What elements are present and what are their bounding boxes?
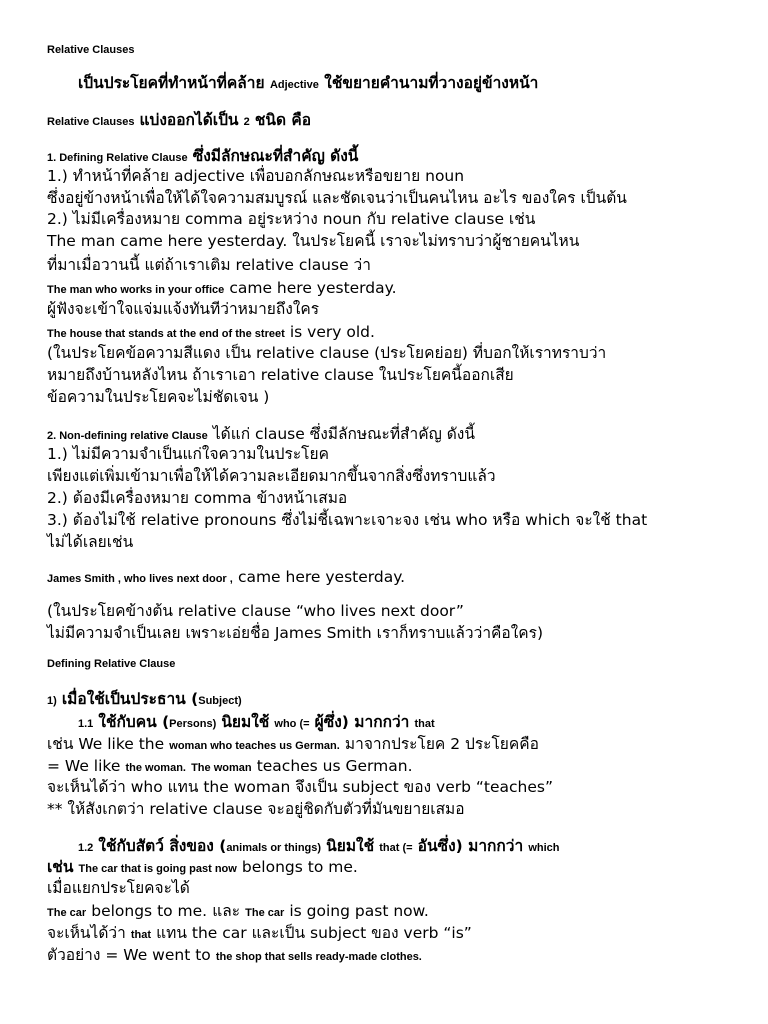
text-line: ข้อความในประโยคจะไม่ชัดเจน ) (47, 388, 270, 406)
example-sentence: = We like the woman. The woman teaches us German. (47, 757, 413, 775)
example-sentence: ตัวอย่าง = We went to the shop that sells ready-made clothes. (47, 946, 422, 964)
text-line: เพียงแต่เพิ่มเข้ามาเพื่อให้ได้ความละเอียดมากขึ้นจากสิ่งซึ่งทราบแล้ว (47, 467, 496, 485)
text-line: ที่มาเมื่อวานนี้ แต่ถ้าเราเติม relative clause ว่า (47, 256, 371, 274)
doc-title: Relative Clauses (47, 44, 135, 56)
text-line: ไม่ได้เลยเช่น (47, 533, 134, 551)
example-sentence: James Smith , who lives next door , came here yesterday. (47, 568, 406, 586)
text-line: 1.) ไม่มีความจำเป็นแก่ใจความในประโยค (47, 445, 329, 463)
text-line: 2.) ไม่มีเครื่องหมาย comma อยู่ระหว่าง noun กับ relative clause เช่น (47, 210, 536, 228)
intro-definition: เป็นประโยคที่ทำหน้าที่คล้าย Adjective ใช้ขยายคำนามที่วางอยู่ข้างหน้า (78, 74, 539, 92)
text-line: จะเห็นได้ว่า that แทน the car และเป็น subject ของ verb “is” (47, 924, 472, 942)
text-line: หมายถึงบ้านหลังไหน ถ้าเราเอา relative clause ในประโยคนี้ออกเสีย (47, 366, 514, 384)
text-line: The man came here yesterday. ในประโยคนี้ เราจะไม่ทราบว่าผู้ชายคนไหน (47, 232, 580, 250)
text-line: (ในประโยคข้อความสีแดง เป็น relative clause (ประโยคย่อย) ที่บอกให้เราทราบว่า (47, 344, 607, 362)
types-heading: Relative Clauses แบ่งออกได้เป็น 2 ชนิด คือ (47, 111, 312, 129)
text-line: 2.) ต้องมีเครื่องหมาย comma ข้างหน้าเสมอ (47, 489, 348, 507)
example-sentence: The car belongs to me. และ The car is going past now. (47, 902, 429, 920)
subsection-heading: 1.1 ใช้กับคน (Persons) นิยมใช้ who (= ผู้ซึ่ง) มากกว่า that (78, 713, 435, 731)
text-line: ผู้ฟังจะเข้าใจแจ่มแจ้งทันทีว่าหมายถึงใคร (47, 300, 320, 318)
text-line: ** ให้สังเกตว่า relative clause จะอยู่ชิดกับตัวที่มันขยายเสมอ (47, 800, 465, 818)
text-line: เมื่อแยกประโยคจะได้ (47, 879, 190, 897)
subsection-heading: 1.2 ใช้กับสัตว์ สิ่งของ (animals or things) นิยมใช้ that (= อันซึ่ง) มากกว่า which (78, 837, 560, 855)
text-line: ไม่มีความจำเป็นเลย เพราะเอ่ยชื่อ James Smith เราก็ทราบแล้วว่าคือใคร) (47, 624, 544, 642)
text-line: จะเห็นได้ว่า who แทน the woman จึงเป็น subject ของ verb “teaches” (47, 778, 554, 796)
text-line: 3.) ต้องไม่ใช้ relative pronouns ซึ่งไม่ชี้เฉพาะเจาะจง เช่น who หรือ which จะใช้ that (47, 511, 648, 529)
example-sentence: เช่น We like the woman who teaches us German. มาจากประโยค 2 ประโยคคือ (47, 735, 539, 753)
example-sentence: The house that stands at the end of the street is very old. (47, 323, 375, 341)
text-line: (ในประโยคข้างต้น relative clause “who lives next door” (47, 602, 464, 620)
non-defining-heading: 2. Non-defining relative Clause ได้แก่ clause ซึ่งมีลักษณะที่สำคัญ ดังนี้ (47, 425, 475, 443)
text-line: 1.) ทำหน้าที่คล้าย adjective เพื่อบอกลักษณะหรือขยาย noun (47, 167, 465, 185)
example-sentence: เช่น The car that is going past now belongs to me. (47, 858, 358, 876)
text-line: ซึ่งอยู่ข้างหน้าเพื่อให้ได้ใจความสมบูรณ์ และชัดเจนว่าเป็นคนไหน อะไร ของใคร เป็นต้น (47, 189, 627, 207)
section-heading: Defining Relative Clause (47, 658, 176, 670)
example-sentence: The man who works in your office came here yesterday. (47, 279, 397, 297)
subject-heading: 1) เมื่อใช้เป็นประธาน (Subject) (47, 690, 242, 708)
defining-heading: 1. Defining Relative Clause ซึ่งมีลักษณะที่สำคัญ ดังนี้ (47, 147, 359, 165)
